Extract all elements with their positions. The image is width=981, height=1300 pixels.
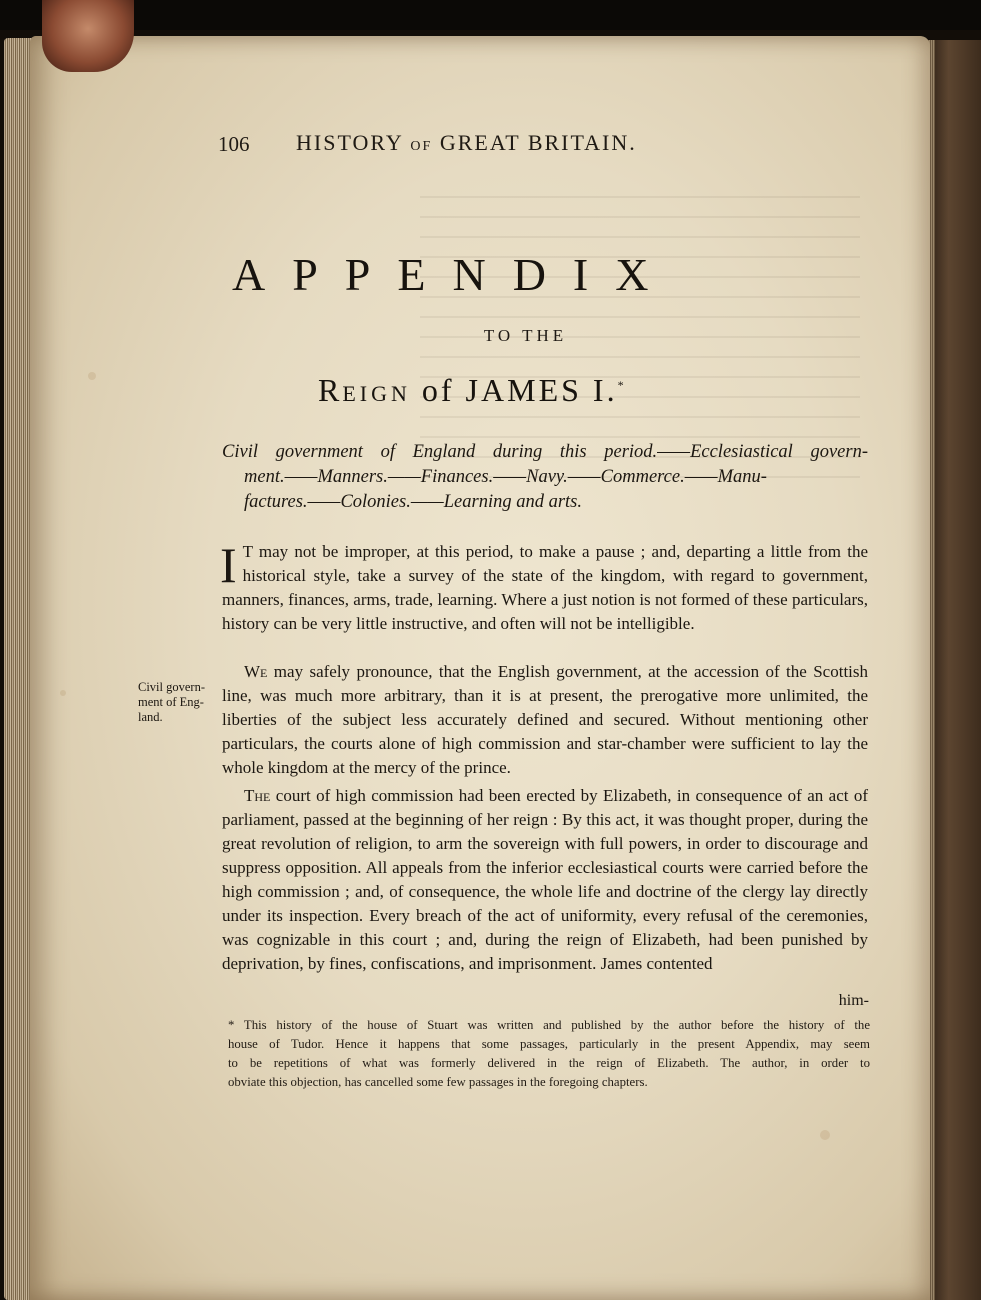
footnote-mark: * <box>617 378 627 392</box>
paragraph-lead: The <box>244 786 271 805</box>
margin-note-line: ment of Eng- <box>138 695 204 709</box>
reign-initial: R <box>318 372 343 408</box>
reign-title <box>318 372 627 409</box>
running-head-of: OF <box>410 139 433 154</box>
drop-cap: I <box>220 537 237 593</box>
paper-spot <box>820 1130 830 1140</box>
paragraph-2 <box>222 660 868 780</box>
footnote-line: * This history of the house of Stuart was written and published by the author before the history of the <box>228 1018 870 1032</box>
running-head-great-britain: GREAT BRITAIN. <box>439 130 637 155</box>
running-header <box>218 128 858 162</box>
paragraph-text: court of high commission had been erected by Elizabeth, in consequence of an act of parliament, passed at the beginning of her reign : By this act, it was thought proper, during the great revolution of religion, to arm the sovereign with full powers, in order to discourage and suppress opposition. All appeals from the inferior ecclesiastical courts were carried before the high commission ; and, of consequence, the whole life and doctrine of the clergy lay directly under its inspection. Every breach of the act of uniformity, every refusal of the ceremonies, was cognizable in this court ; and, during the reign of Elizabeth, had been punished by deprivation, by fines, confiscations, and imprisonment. James contented <box>222 786 869 973</box>
catchword: him- <box>838 992 869 1009</box>
paragraph-text: T may not be improper, at this period, to make a pause ; and, departing a little from the historical style, take a survey of the state of the kingdom, with regard to government, manners, finances, arms, trade, learning. Where a just notion is not formed of these particulars, history can be very little instructive, and often will not be intelligible. <box>222 542 868 633</box>
paragraph-1 <box>220 537 868 636</box>
reign-of: of <box>421 372 455 408</box>
book-cover-right <box>927 40 981 1300</box>
summary-line: Civil government of England during this period.——Ecclesiastical govern- <box>222 442 868 462</box>
appendix-title: APPENDIX <box>232 249 676 300</box>
paper-spot <box>88 372 96 380</box>
running-head-history: HISTORY <box>296 130 403 155</box>
margin-note-line: Civil govern- <box>138 680 206 694</box>
footnote-line: house of Tudor. Hence it happens that some passages, particularly in the present Appendix, may seem <box>228 1037 870 1051</box>
to-the-subtitle: TO THE <box>483 326 568 345</box>
margin-note <box>138 680 224 725</box>
page-number: 106 <box>218 132 250 156</box>
paragraph-lead: We <box>244 662 268 681</box>
summary-line: factures.——Colonies.——Learning and arts. <box>244 492 582 512</box>
summary-line: ment.——Manners.——Finances.——Navy.——Commerce.——Manu- <box>244 467 767 487</box>
reign-name: JAMES I. <box>465 372 618 408</box>
paper-spot <box>60 690 66 696</box>
chapter-summary <box>222 440 868 515</box>
page-clip <box>42 0 134 72</box>
paragraph-text: may safely pronounce, that the English government, at the accession of the Scottish line, was much more arbitrary, than it is at present, the prerogative more unlimited, the liberties of the subject less accurately defined and secured. Without mentioning other particulars, the courts alone of high commission and star-chamber were sufficient to lay the whole kingdom at the mercy of the prince. <box>222 662 869 777</box>
footnote <box>228 1016 870 1092</box>
footnote-line: obviate this objection, has cancelled some few passages in the foregoing chapters. <box>228 1075 648 1089</box>
paragraph-3 <box>222 784 868 976</box>
footnote-line: to be repetitions of what was formerly delivered in the reign of Elizabeth. The author, in order to <box>228 1056 870 1070</box>
reign-smallcaps: EIGN <box>342 381 411 406</box>
margin-note-line: land. <box>138 710 163 724</box>
running-head <box>296 130 637 156</box>
